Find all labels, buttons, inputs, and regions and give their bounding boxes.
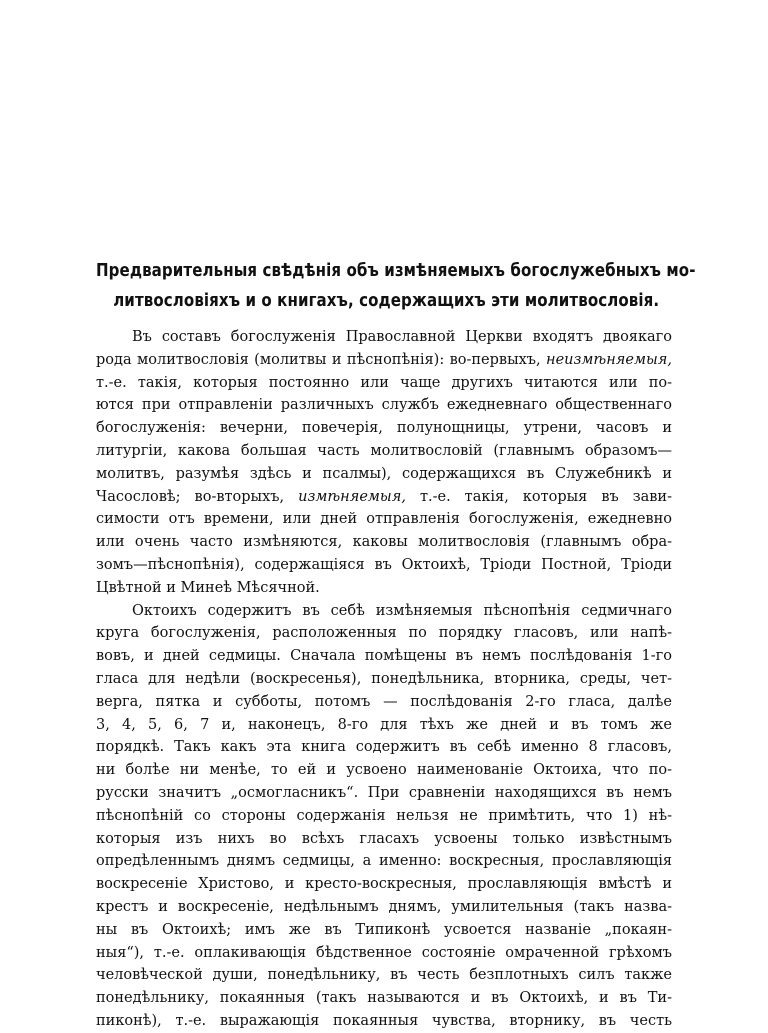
- text-line: [96, 440, 672, 463]
- text-line: [96, 394, 672, 417]
- text-run: симости отъ времени, или дней отправленія богослуженія, ежедневно: [96, 511, 672, 528]
- text-line: ныя“), т.-е. оплакивающія бѣдственное состояніе омраченной грѣхомъ: [96, 944, 672, 961]
- text-run: или очень часто измѣняются, каковы молитвословія (главнымъ обра-: [96, 534, 672, 551]
- text-line: 3, 4, 5, 6, 7 и, наконецъ, 8-го для тѣхъ же дней и въ томъ же: [96, 716, 672, 733]
- text-line: воскресеніе Христово, и кресто-воскресныя, прославляющія вмѣстѣ и: [96, 876, 672, 893]
- text-run: литургіи, какова большая часть молитвословій (главнымъ образомъ—: [96, 442, 672, 459]
- text-line: пѣснопѣній со стороны содержанія нельзя не примѣтить, что 1) нѣ-: [96, 807, 672, 824]
- italic-run: измѣняемыя,: [298, 488, 406, 505]
- italic-run: неизмѣняемыя,: [546, 351, 672, 368]
- text-line: [96, 486, 672, 509]
- text-line: крестъ и воскресеніе, недѣльнымъ днямъ, умилительныя (такъ назва-: [96, 898, 672, 915]
- text-run: молитвъ, разумѣя здѣсь и псалмы), содержащихся въ Служебникѣ и: [96, 465, 672, 482]
- text-line: русски значитъ „осмогласникъ“. При сравненіи находящихся въ немъ: [96, 784, 672, 801]
- text-line: [96, 326, 672, 349]
- text-line: круга богослуженія, расположенныя по порядку гласовъ, или напѣ-: [96, 625, 672, 642]
- text-line: понедѣльнику, покаянныя (такъ называются и въ Октоихѣ, и въ Ти-: [96, 990, 672, 1007]
- text-line: [96, 554, 672, 577]
- text-line: человѣческой души, понедѣльнику, въ честь безплотныхъ силъ также: [96, 967, 672, 984]
- heading-line-1: Предварительныя свѣдѣнія объ измѣняемыхъ богослужебныхъ мо-: [96, 261, 696, 281]
- body-text: [96, 326, 672, 1033]
- text-line: [96, 577, 672, 600]
- text-run: рода молитвословія (молитвы и пѣснопѣнія): во-первыхъ,: [96, 351, 547, 368]
- paragraph-1: [96, 326, 672, 600]
- text-line: [96, 531, 672, 554]
- text-line: [96, 508, 672, 531]
- text-line: [96, 417, 672, 440]
- text-line: ны въ Октоихѣ; имъ же въ Типиконѣ усвоется названіе „покаян-: [96, 921, 672, 938]
- text-line: которыя изъ нихъ во всѣхъ гласахъ усвоены только извѣстнымъ: [96, 830, 672, 847]
- text-run: ются при отправленіи различныхъ службъ ежедневнаго общественнаго: [96, 397, 672, 414]
- text-line: Октоихъ содержитъ въ себѣ измѣняемыя пѣснопѣнія седмичнаго: [132, 602, 672, 619]
- text-line: верга, пятка и субботы, потомъ — послѣдованія 2-го гласа, далѣе: [96, 693, 672, 710]
- section-heading: [96, 256, 696, 316]
- text-run: зомъ—пѣснопѣнія), содержащіяся въ Октоихѣ, Тріоди Постной, Тріоди: [96, 556, 672, 573]
- text-run: Въ составъ богослуженія Православной Церкви входятъ двоякаго: [132, 329, 672, 345]
- text-run: богослуженія: вечерни, повечерія, полунощницы, утрени, часовъ и: [96, 420, 672, 437]
- text-line: вовъ, и дней седмицы. Сначала помѣщены въ немъ послѣдованія 1-го: [96, 648, 672, 665]
- heading-line-2: литвословіяхъ и о книгахъ, содержащихъ эти молитвословія.: [113, 291, 660, 311]
- text-line: порядкѣ. Такъ какъ эта книга содержитъ въ себѣ именно 8 гласовъ,: [96, 739, 672, 756]
- paragraph-2: [96, 600, 672, 1033]
- text-run: Цвѣтной и Минеѣ Мѣсячной.: [96, 579, 320, 596]
- text-line: ни болѣе ни менѣе, то ей и усвоено наименованіе Октоиха, что по-: [96, 762, 672, 779]
- text-run: т.-е. такія, которыя постоянно или чаще другихъ читаются или по-: [96, 374, 672, 391]
- text-run: т.-е. такія, которыя въ зави-: [405, 488, 672, 505]
- text-line: опредѣленнымъ днямъ седмицы, а именно: воскресныя, прославляющія: [96, 853, 672, 870]
- text-line: [96, 372, 672, 395]
- text-line: [96, 349, 672, 372]
- text-line: пиконѣ), т.-е. выражающія покаянныя чувства, вторнику, въ честь: [96, 1012, 672, 1029]
- text-line: гласа для недѣли (воскресенья), понедѣльника, вторника, среды, чет-: [96, 670, 672, 687]
- text-line: [96, 463, 672, 486]
- text-run: Часословѣ; во-вторыхъ,: [96, 488, 299, 505]
